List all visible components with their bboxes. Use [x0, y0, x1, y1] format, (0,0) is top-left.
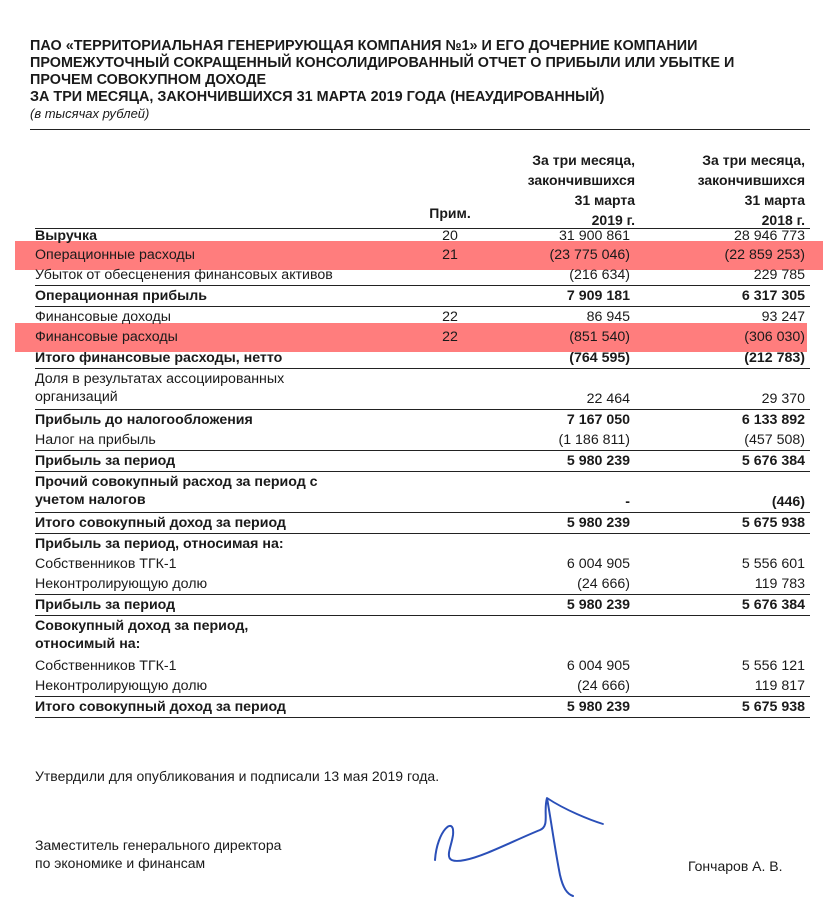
row-comprehensive-attributable-heading — [35, 617, 810, 655]
col2018-line3: 31 марта — [744, 192, 805, 208]
row-label — [35, 370, 395, 406]
value-2019: 31 900 861 — [558, 228, 630, 244]
value-2018: 5 676 384 — [741, 597, 805, 613]
column-header-note: Прим. — [429, 205, 471, 221]
approval-note: Утвердили для опубликования и подписали 13 мая 2019 года. — [35, 768, 440, 784]
position-line2: по экономике и финансам — [35, 855, 206, 871]
row-divider — [35, 368, 810, 369]
value-2018: 5 556 601 — [741, 556, 805, 572]
row-label: Неконтролирующую долю — [35, 576, 208, 592]
row-divider — [35, 533, 810, 534]
row-label: Собственников ТГК-1 — [35, 556, 177, 572]
value-2019: 86 945 — [586, 309, 630, 325]
row-note: 22 — [442, 309, 458, 325]
value-2018: 93 247 — [761, 309, 805, 325]
row-label: Прибыль за период — [35, 453, 176, 469]
value-2018: 119 783 — [754, 576, 805, 592]
report-header — [30, 38, 820, 122]
value-2019: 5 980 239 — [566, 699, 630, 715]
value-2019: (1 186 811) — [558, 432, 630, 448]
col2019-line3: 31 марта — [574, 192, 635, 208]
row-label: Выручка — [35, 228, 97, 244]
value-2019: 5 980 239 — [566, 515, 630, 531]
col2019-line4: 2019 г. — [591, 212, 635, 228]
row-label: Операционная прибыль — [35, 288, 207, 304]
row-label-line1: Доля в результатах ассоциированных — [35, 371, 285, 387]
row-divider — [35, 409, 810, 410]
row-divider — [35, 450, 810, 451]
header-title: ПРОМЕЖУТОЧНЫЙ СОКРАЩЕННЫЙ КОНСОЛИДИРОВАННЫЙ ОТЧЕТ О ПРИБЫЛИ ИЛИ УБЫТКЕ И — [30, 55, 735, 71]
row-label: Итого финансовые расходы, нетто — [35, 350, 283, 366]
col2018-line2: закончившихся — [697, 172, 805, 188]
row-divider — [35, 471, 810, 472]
value-2019: 7 167 050 — [566, 412, 630, 428]
row-label-line1: Совокупный доход за период, — [35, 618, 249, 634]
value-2018: 5 676 384 — [741, 453, 805, 469]
row-label: Операционные расходы — [35, 247, 195, 263]
value-2018: 5 675 938 — [741, 699, 805, 715]
value-2019: 22 464 — [586, 391, 630, 407]
value-2018: (22 859 253) — [724, 247, 805, 263]
col2018-line1: За три месяца, — [702, 152, 805, 168]
value-2019: (216 634) — [569, 267, 630, 283]
row-divider — [35, 285, 810, 286]
value-2019: (764 595) — [569, 350, 630, 366]
value-2018: 6 133 892 — [741, 412, 805, 428]
value-2018: 28 946 773 — [733, 228, 805, 244]
value-2018: 6 317 305 — [741, 288, 805, 304]
value-2018: 29 370 — [761, 391, 805, 407]
value-2019: 5 980 239 — [566, 597, 630, 613]
header-units: (в тысячах рублей) — [30, 106, 150, 121]
row-label: Финансовые расходы — [35, 329, 178, 345]
value-2019: (24 666) — [577, 576, 630, 592]
value-2018: 5 556 121 — [741, 658, 805, 674]
value-2018: (212 783) — [744, 350, 805, 366]
row-label — [35, 473, 395, 509]
row-label — [35, 617, 395, 653]
header-divider — [30, 129, 810, 130]
row-label: Итого совокупный доход за период — [35, 515, 286, 531]
position-line1: Заместитель генерального директора — [35, 837, 282, 853]
col2019-line2: закончившихся — [527, 172, 635, 188]
header-title-cont: ПРОЧЕМ СОВОКУПНОМ ДОХОДЕ — [30, 72, 267, 88]
row-label: Прибыль за период, относимая на: — [35, 536, 284, 552]
value-2018: 5 675 938 — [741, 515, 805, 531]
row-other-comprehensive-expense — [35, 473, 810, 511]
value-2019: 7 909 181 — [566, 288, 630, 304]
row-divider — [35, 615, 810, 616]
row-label-line2: организаций — [35, 389, 118, 405]
value-2018: 119 817 — [754, 678, 805, 694]
header-period: ЗА ТРИ МЕСЯЦА, ЗАКОНЧИВШИХСЯ 31 МАРТА 2019 ГОДА (НЕАУДИРОВАННЫЙ) — [30, 89, 605, 105]
value-2019: - — [625, 494, 630, 510]
row-divider — [35, 594, 810, 595]
value-2018: 229 785 — [753, 267, 805, 283]
row-label: Итого совокупный доход за период — [35, 699, 286, 715]
value-2018: (457 508) — [744, 432, 805, 448]
row-divider — [35, 306, 810, 307]
row-label-line2: относимый на: — [35, 636, 141, 652]
row-label-line2: учетом налогов — [35, 492, 146, 508]
row-label: Налог на прибыль — [35, 432, 156, 448]
col2019-line1: За три месяца, — [532, 152, 635, 168]
row-note: 20 — [442, 228, 458, 244]
value-2019: 6 004 905 — [566, 658, 630, 674]
value-2019: (23 775 046) — [549, 247, 630, 263]
signature-image — [425, 790, 615, 900]
col2018-line4: 2018 г. — [761, 212, 805, 228]
row-label: Прибыль за период — [35, 597, 176, 613]
header-company: ПАО «ТЕРРИТОРИАЛЬНАЯ ГЕНЕРИРУЮЩАЯ КОМПАНИЯ №1» И ЕГО ДОЧЕРНИЕ КОМПАНИИ — [30, 38, 698, 54]
row-label: Прибыль до налогообложения — [35, 412, 253, 428]
row-note: 22 — [442, 329, 458, 345]
row-label: Неконтролирующую долю — [35, 678, 208, 694]
signatory-position — [35, 836, 281, 872]
value-2019: 5 980 239 — [566, 453, 630, 469]
value-2018: (306 030) — [744, 329, 805, 345]
row-label-line1: Прочий совокупный расход за период с — [35, 474, 318, 490]
row-divider — [35, 696, 810, 697]
value-2018: (446) — [771, 494, 805, 510]
table-bottom-divider — [35, 717, 810, 718]
row-note: 21 — [442, 247, 458, 263]
row-share-associates — [35, 370, 810, 408]
row-divider — [35, 512, 810, 513]
row-label: Убыток от обесценения финансовых активов — [35, 267, 333, 283]
row-label: Собственников ТГК-1 — [35, 658, 177, 674]
row-label: Финансовые доходы — [35, 309, 171, 325]
value-2019: (851 540) — [569, 329, 630, 345]
value-2019: (24 666) — [577, 678, 630, 694]
signatory-name: Гончаров А. В. — [688, 858, 783, 874]
column-header-2018 — [625, 150, 805, 230]
value-2019: 6 004 905 — [566, 556, 630, 572]
